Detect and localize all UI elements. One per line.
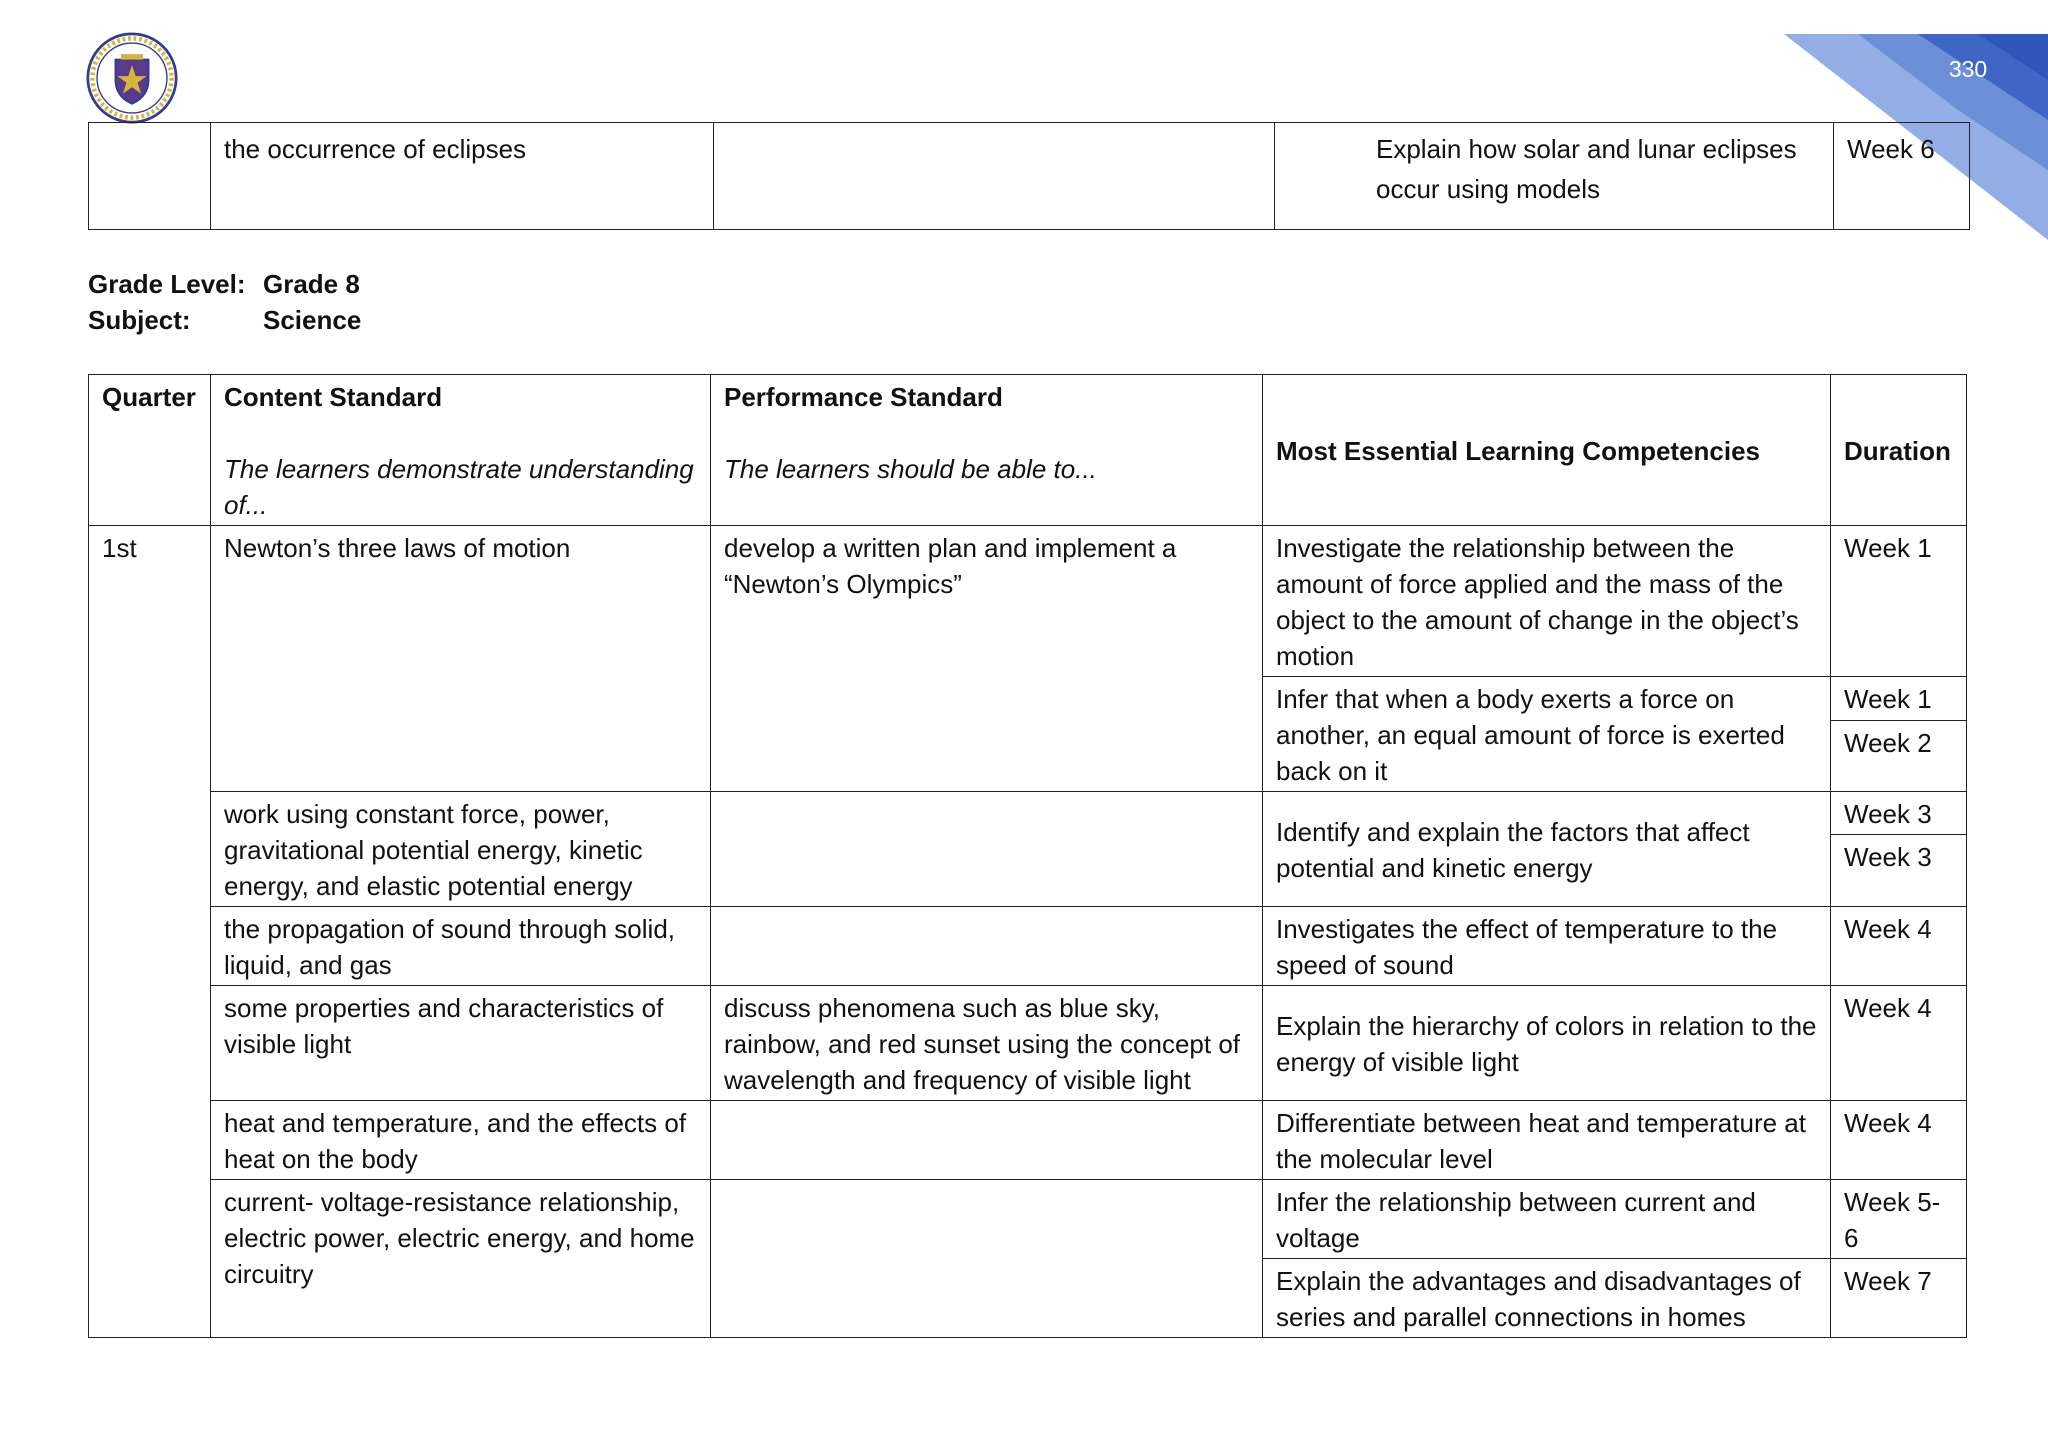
duration-cell: Week 3 [1831, 792, 1967, 835]
subject-value: Science [263, 305, 362, 335]
content-standard-hint: The learners demonstrate understanding of... [224, 454, 694, 520]
competency-cell: Infer the relationship between current and voltage [1263, 1180, 1831, 1259]
performance-standard-hint: The learners should be able to... [724, 454, 1097, 484]
duration-cell: Week 4 [1831, 1101, 1967, 1180]
competency-cell: Infer that when a body exerts a force on another, an equal amount of force is exerted back on it [1263, 677, 1831, 792]
page-number: 330 [1948, 56, 1988, 82]
content-standard-cell: the occurrence of eclipses [211, 123, 714, 230]
competency-header: Most Essential Learning Competencies [1263, 375, 1831, 526]
performance-standard-cell [714, 123, 1275, 230]
quarter-cell: 1st [89, 526, 211, 1338]
duration-cell: Week 3 [1831, 835, 1967, 907]
duration-cell: Week 4 [1831, 907, 1967, 986]
continuation-table [88, 122, 1970, 230]
content-standard-header [211, 375, 711, 526]
subject-label: Subject: [88, 305, 191, 335]
competency-cell: Explain how solar and lunar eclipses occur using models [1275, 123, 1834, 230]
duration-cell: Week 4 [1831, 986, 1967, 1101]
competency-cell: Explain the hierarchy of colors in relation to the energy of visible light [1263, 986, 1831, 1101]
performance-standard-header [711, 375, 1263, 526]
quarter-cell [89, 123, 211, 230]
competency-cell: Investigate the relationship between the amount of force applied and the mass of the object to the amount of change in the object’s motion [1263, 526, 1831, 677]
performance-standard-title: Performance Standard [724, 382, 1003, 412]
table-row [89, 986, 1967, 1101]
deped-seal-icon [86, 32, 178, 124]
content-standard-cell: the propagation of sound through solid, liquid, and gas [211, 907, 711, 986]
duration-cell: Week 1 [1831, 677, 1967, 721]
curriculum-table [88, 374, 1967, 1338]
content-standard-title: Content Standard [224, 382, 443, 412]
duration-cell: Week 5-6 [1831, 1180, 1967, 1259]
duration-cell: Week 6 [1834, 123, 1970, 230]
competency-cell: Identify and explain the factors that affect potential and kinetic energy [1263, 792, 1831, 907]
table-row [89, 1101, 1967, 1180]
table-row [89, 907, 1967, 986]
table-row [89, 1180, 1967, 1259]
performance-standard-cell [711, 792, 1263, 907]
content-standard-cell: some properties and characteristics of visible light [211, 986, 711, 1101]
table-row [89, 123, 1970, 230]
performance-standard-cell [711, 907, 1263, 986]
table-row [89, 792, 1967, 835]
grade-info [88, 266, 361, 338]
duration-header: Duration [1831, 375, 1967, 526]
content-standard-cell: Newton’s three laws of motion [211, 526, 711, 792]
competency-cell: Differentiate between heat and temperature at the molecular level [1263, 1101, 1831, 1180]
grade-level-label: Grade Level: [88, 269, 246, 299]
content-standard-cell: work using constant force, power, gravitational potential energy, kinetic energy, and elastic potential energy [211, 792, 711, 907]
duration-cell: Week 7 [1831, 1259, 1967, 1338]
content-standard-cell: current- voltage-resistance relationship, electric power, electric energy, and home circuitry [211, 1180, 711, 1338]
competency-cell: Explain the advantages and disadvantages of series and parallel connections in homes [1263, 1259, 1831, 1338]
performance-standard-cell [711, 1180, 1263, 1338]
competency-cell: Investigates the effect of temperature to the speed of sound [1263, 907, 1831, 986]
content-standard-cell: heat and temperature, and the effects of heat on the body [211, 1101, 711, 1180]
grade-level-value: Grade 8 [263, 269, 360, 299]
duration-cell: Week 2 [1831, 720, 1967, 791]
duration-cell: Week 1 [1831, 526, 1967, 677]
quarter-header: Quarter [89, 375, 211, 526]
performance-standard-cell: develop a written plan and implement a “Newton’s Olympics” [711, 526, 1263, 792]
header-row [89, 375, 1967, 526]
performance-standard-cell: discuss phenomena such as blue sky, rainbow, and red sunset using the concept of wavelength and frequency of visible light [711, 986, 1263, 1101]
table-row [89, 526, 1967, 677]
performance-standard-cell [711, 1101, 1263, 1180]
